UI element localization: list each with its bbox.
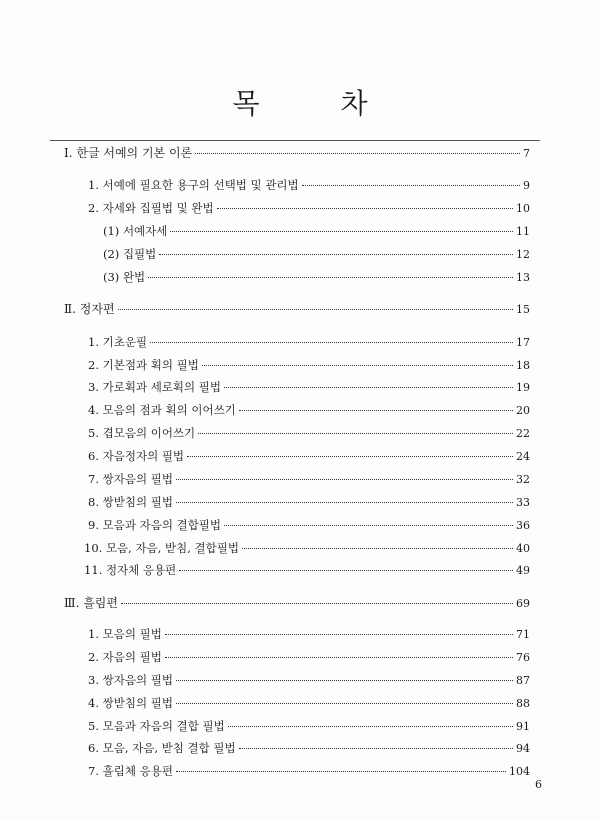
toc-item-label: 1. 모음의 필법: [88, 627, 162, 641]
toc-item-label: (2) 집필법: [103, 247, 157, 261]
leader-dots: [239, 747, 513, 749]
leader-dots: [195, 152, 520, 154]
toc-item[interactable]: [88, 518, 530, 533]
toc-item-label: 6. 자음정자의 필법: [88, 449, 185, 463]
toc-page-number: 19: [516, 381, 530, 394]
toc-item[interactable]: [88, 201, 530, 216]
divider: [50, 140, 540, 141]
leader-dots: [165, 656, 513, 658]
toc-item-label: 4. 쌍받침의 필법: [88, 696, 173, 710]
leader-dots: [176, 679, 513, 681]
toc-section-2[interactable]: [64, 302, 530, 317]
leader-dots: [176, 702, 513, 704]
toc-item[interactable]: [88, 335, 530, 350]
toc-item[interactable]: [88, 696, 530, 711]
toc-item-label: 9. 모음과 자음의 결합필법: [88, 518, 222, 532]
toc-page-number: 36: [516, 519, 530, 532]
toc-page-number: 71: [516, 628, 530, 641]
leader-dots: [176, 770, 506, 772]
leader-dots: [242, 547, 513, 549]
toc-page-number: 7: [523, 147, 530, 160]
toc-item[interactable]: [88, 650, 530, 665]
toc-item[interactable]: [88, 495, 530, 510]
toc-item[interactable]: [88, 741, 530, 756]
leader-dots: [224, 386, 513, 388]
toc-item[interactable]: [88, 627, 530, 642]
toc-subitem[interactable]: [103, 224, 530, 239]
toc-page-number: 18: [516, 359, 530, 372]
toc-page-number: 32: [516, 473, 530, 486]
toc-page-number: 40: [516, 542, 530, 555]
toc-item[interactable]: [88, 449, 530, 464]
toc-subitem[interactable]: [103, 247, 530, 262]
leader-dots: [176, 501, 513, 503]
toc-item-label: 7. 쌍자음의 필법: [88, 472, 173, 486]
toc-subitem[interactable]: [103, 270, 530, 285]
toc-section-3[interactable]: [64, 596, 530, 611]
leader-dots: [202, 364, 513, 366]
toc-page-number: 33: [516, 496, 530, 509]
toc-item[interactable]: [88, 719, 530, 734]
toc-item-label: 1. 서예에 필요한 용구의 선택법 및 관리법: [88, 178, 299, 192]
toc-item-label: 2. 기본점과 획의 필법: [88, 358, 199, 372]
leader-dots: [159, 253, 513, 255]
toc-section-label: Ⅱ. 정자편: [64, 302, 115, 316]
leader-dots: [150, 341, 513, 343]
toc-page-number: 12: [516, 248, 530, 261]
toc-page-number: 15: [516, 303, 530, 316]
toc-page-number: 20: [516, 404, 530, 417]
toc-item[interactable]: [88, 380, 530, 395]
leader-dots: [228, 725, 513, 727]
leader-dots: [302, 184, 520, 186]
toc-section-label: Ⅰ. 한글 서예의 기본 이론: [64, 146, 193, 160]
toc-item[interactable]: [88, 178, 530, 193]
toc-page-number: 9: [523, 179, 530, 192]
toc-item-label: 4. 모음의 점과 획의 이어쓰기: [88, 403, 236, 417]
toc-item-label: (3) 완법: [103, 270, 146, 284]
toc-page-number: 88: [516, 697, 530, 710]
toc-item-label: 5. 모음과 자음의 결합 필법: [88, 719, 225, 733]
leader-dots: [118, 308, 513, 310]
toc-section-1[interactable]: [64, 146, 530, 161]
toc-item[interactable]: [88, 426, 530, 441]
toc-page-number: 17: [516, 336, 530, 349]
toc-item-label: 11. 정자체 응용편: [84, 563, 177, 577]
leader-dots: [198, 432, 513, 434]
leader-dots: [187, 455, 513, 457]
toc-item-label: 3. 쌍자음의 필법: [88, 673, 173, 687]
toc-item-label: 7. 흘림체 응용편: [88, 764, 173, 778]
toc-item-label: (1) 서예자세: [103, 224, 168, 238]
toc-item-label: 6. 모음, 자음, 받침 결합 필법: [88, 741, 236, 755]
toc-item-label: 10. 모음, 자음, 받침, 결합필법: [84, 541, 239, 555]
toc-page-number: 22: [516, 427, 530, 440]
leader-dots: [239, 409, 513, 411]
toc-item-label: 8. 쌍받침의 필법: [88, 495, 173, 509]
toc-item-label: 2. 자음의 필법: [88, 650, 162, 664]
leader-dots: [217, 207, 513, 209]
toc-page-number: 13: [516, 271, 530, 284]
leader-dots: [179, 569, 513, 571]
toc-page-number: 10: [516, 202, 530, 215]
toc-page-number: 91: [516, 720, 530, 733]
toc-item[interactable]: [88, 472, 530, 487]
toc-page-number: 69: [516, 597, 530, 610]
toc-item[interactable]: [84, 563, 530, 578]
page-title: 목 차: [232, 87, 404, 120]
leader-dots: [176, 478, 513, 480]
toc-item-label: 2. 자세와 집필법 및 완법: [88, 201, 214, 215]
toc-page-number: 49: [516, 564, 530, 577]
toc-item[interactable]: [88, 403, 530, 418]
toc-item-label: 3. 가로획과 세로획의 필법: [88, 380, 222, 394]
toc-page-number: 11: [516, 225, 530, 238]
leader-dots: [121, 602, 513, 604]
toc-page-number: 76: [516, 651, 530, 664]
toc-page-number: 87: [516, 674, 530, 687]
leader-dots: [170, 230, 513, 232]
toc-item[interactable]: [88, 358, 530, 373]
toc-item-label: 1. 기초운필: [88, 335, 148, 349]
toc-section-label: Ⅲ. 흘림편: [64, 596, 118, 610]
toc-page-number: 24: [516, 450, 530, 463]
page-number: 6: [535, 778, 542, 791]
toc-item-label: 5. 겹모음의 이어쓰기: [88, 426, 196, 440]
leader-dots: [148, 276, 513, 278]
leader-dots: [165, 633, 513, 635]
toc-item[interactable]: [84, 541, 530, 556]
toc-page-number: 94: [516, 742, 530, 755]
leader-dots: [224, 524, 513, 526]
toc-page-number: 104: [509, 765, 530, 778]
toc-item[interactable]: [88, 764, 530, 779]
toc-item[interactable]: [88, 673, 530, 688]
